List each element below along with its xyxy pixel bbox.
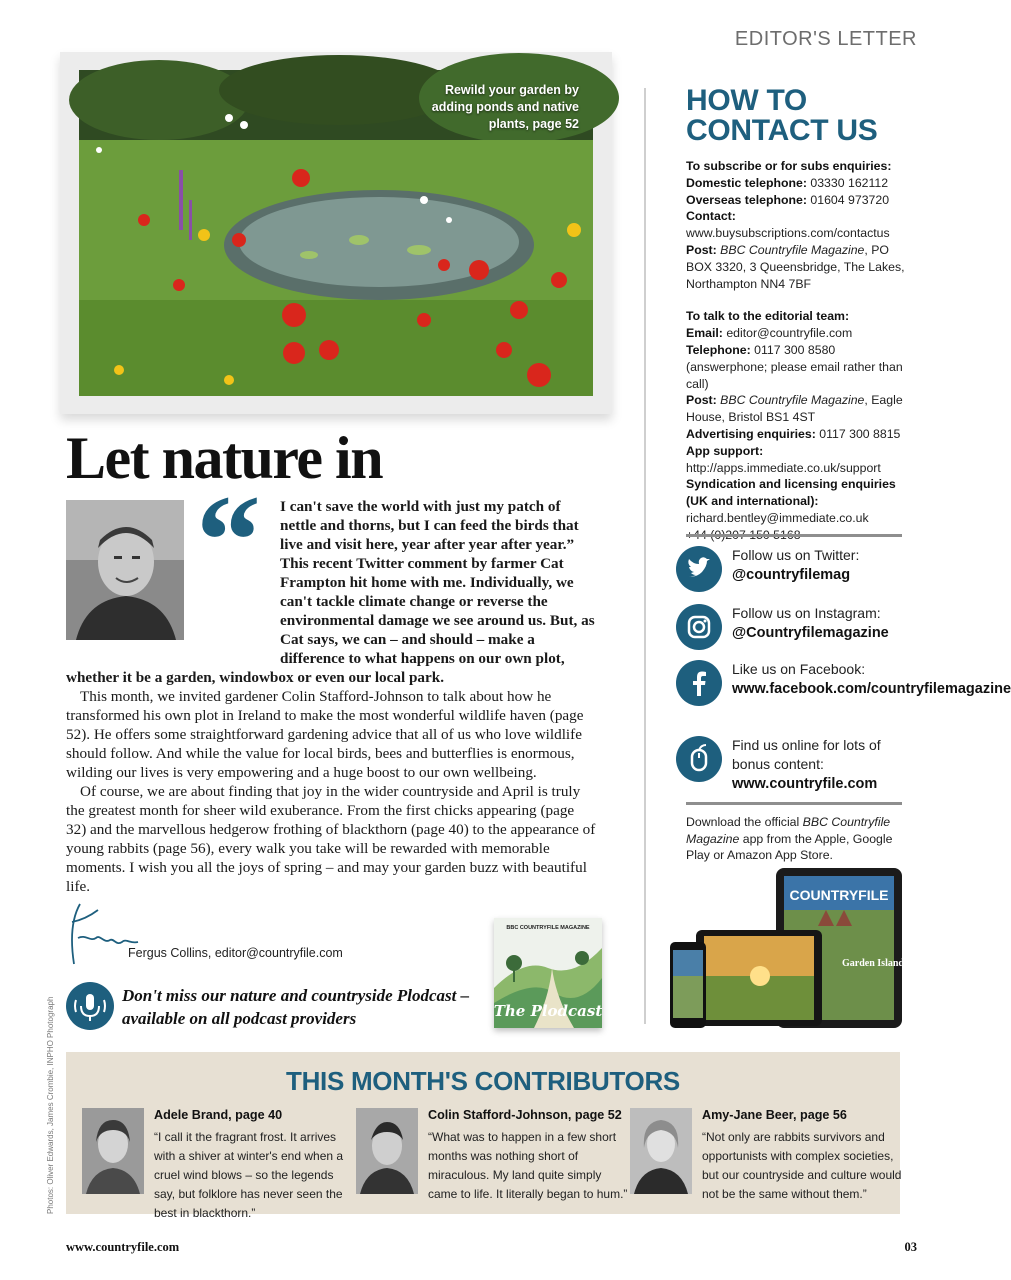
- twitter-icon: [676, 546, 722, 592]
- contributor-photo: [82, 1108, 144, 1194]
- telephone-label: Telephone:: [686, 342, 751, 357]
- letter-paragraph: This month, we invited gardener Colin Stafford-Johnson to talk about how he transformed his own plot in Ireland to make the most wonderful wildlife haven (page 52). He offers some straightforward gardening advice that all of us who love wildlife should follow. And while the value for local birds, bees and butterflies is enormous, wilding our lives is very empowering and a huge boost to our own wellbeing.: [66, 688, 584, 781]
- column-divider: [644, 88, 646, 1024]
- app-label: App support:: [686, 443, 764, 458]
- editorial-heading: To talk to the editorial team:: [686, 309, 850, 324]
- divider: [686, 802, 902, 805]
- contributor-name: Amy-Jane Beer, page 56: [702, 1108, 847, 1122]
- quote-mark: “: [196, 469, 261, 613]
- overseas-phone: 01604 973720: [806, 192, 890, 207]
- social-text: Follow us on Twitter:: [732, 547, 860, 563]
- microphone-icon: [66, 982, 114, 1030]
- contributor-quote: “What was to happen in a few short months was nothing short of miraculous. My land quite simply came to life. It literally began to hum.”: [428, 1130, 628, 1201]
- social-handle[interactable]: www.countryfile.com: [732, 776, 878, 792]
- contact-info: [686, 158, 916, 560]
- section-label: EDITOR'S LETTER: [734, 28, 917, 50]
- photo-caption: Rewild your garden by adding ponds and native plants, page 52: [431, 83, 579, 131]
- mouse-icon: [676, 736, 722, 782]
- social-handle[interactable]: www.facebook.com/countryfilemagazine: [732, 681, 1011, 697]
- social-text: Follow us on Instagram:: [732, 605, 881, 621]
- domestic-phone: 03330 162112: [806, 175, 889, 190]
- post-address: , PO BOX 3320, 3 Queensbridge, The Lakes, Northampton NN4 7BF: [686, 242, 905, 291]
- email-label: Email:: [686, 326, 723, 341]
- headline: Let nature in: [66, 425, 383, 491]
- devices-illustration: [668, 866, 904, 1030]
- contributor-quote: “I call it the fragrant frost. It arrives with a shiver at winter's end when a cruel wind blows – so the legends say, but folklore has never seen the best in blackthorn.”: [154, 1130, 344, 1220]
- overseas-label: Overseas telephone:: [686, 192, 807, 207]
- social-text: Find us online for lots of bonus content:: [732, 737, 881, 772]
- download-app-text: Download the official BBC Countryfile Magazine app from the Apple, Google Play or Amazon App Store.: [686, 815, 893, 862]
- photo-credit: Photos: Oliver Edwards, James Crombie, INPHO Photograph: [46, 996, 55, 1214]
- letter-paragraph: Of course, we are about finding that joy in the wider countryside and April is truly the greatest month for sheer wild exuberance. From the first chicks appearing (page 32) and the marvellous hedgerow frothing of blackthorn (page 40) to the appearance of young rabbits (page 56), every walk you take will be rewarded with memorable moments. I wish you all the joys of spring – and may your garden buzz with beautiful life.: [66, 783, 596, 895]
- cover-title: The Plodcast: [493, 1002, 603, 1020]
- cover-brand: BBC COUNTRYFILE MAGAZINE: [506, 925, 590, 931]
- letter-lead: I can't save the world with just my patch of nettle and thorns, but I can feed the birds that live and visit here, year after year after year.” This recent Twitter comment by farmer Cat Frampton hit home with me. Individually, we can't tackle climate change or reverse the environmental damage we see around us. But, as Cat says, we can – and should – make a difference to what happens on our own plot, whether it be a garden, windowbox or even our local park.: [66, 498, 595, 686]
- post-magazine: BBC Countryfile Magazine: [716, 393, 865, 408]
- podcast-promo: Don't miss our nature and countryside Plodcast – available on all podcast providers: [122, 986, 470, 1028]
- editorial-phone: 0117 300 8580 (answerphone; please email rather than call): [686, 342, 903, 391]
- subs-url[interactable]: www.buysubscriptions.com/contactus: [686, 226, 890, 241]
- contributor-photo: [630, 1108, 692, 1194]
- instagram-icon: [676, 604, 722, 650]
- signature-credit: Fergus Collins, editor@countryfile.com: [128, 946, 343, 960]
- advertising-label: Advertising enquiries:: [686, 426, 816, 441]
- contributor-name: Adele Brand, page 40: [154, 1108, 283, 1122]
- editor-letter: [66, 497, 596, 896]
- page-number: 03: [904, 1240, 917, 1254]
- contributor-photo: [356, 1108, 418, 1194]
- domestic-label: Domestic telephone:: [686, 175, 807, 190]
- contributors-section: [66, 1052, 902, 1220]
- plodcast-cover[interactable]: [494, 918, 602, 1028]
- contributor-quote: “Not only are rabbits survivors and opportunists with complex societies, but our countryside and culture would not be the same without them.”: [702, 1130, 902, 1201]
- tablet-cover-text: Garden Island: [842, 958, 904, 969]
- contributor-name: Colin Stafford-Johnson, page 52: [428, 1108, 622, 1122]
- post-label: Post:: [686, 393, 717, 408]
- footer-url[interactable]: www.countryfile.com: [66, 1240, 180, 1254]
- app-support-url[interactable]: http://apps.immediate.co.uk/support: [686, 460, 881, 475]
- contact-label: Contact:: [686, 209, 736, 224]
- social-handle[interactable]: @countryfilemag: [732, 567, 851, 583]
- divider: [686, 534, 902, 537]
- editorial-email[interactable]: editor@countryfile.com: [722, 326, 853, 341]
- subs-heading: To subscribe or for subs enquiries:: [686, 159, 892, 173]
- tablet-brand: COUNTRYFILE: [789, 887, 889, 903]
- contact-title: HOW TO CONTACT US: [686, 84, 878, 147]
- garden-pond-photo: [79, 70, 593, 396]
- photo-frame: [60, 52, 612, 414]
- post-address: , Eagle House, Bristol BS1 4ST: [686, 393, 903, 425]
- post-label: Post:: [686, 242, 717, 257]
- syndication-label: Syndication and licensing enquiries (UK and international):: [686, 477, 896, 509]
- contributors-title: THIS MONTH'S CONTRIBUTORS: [286, 1066, 680, 1096]
- social-handle[interactable]: @Countryfilemagazine: [732, 625, 889, 641]
- advertising-phone: 0117 300 8815: [815, 426, 901, 441]
- facebook-icon: [676, 660, 722, 706]
- syndication-email[interactable]: richard.bentley@immediate.co.uk: [686, 510, 869, 525]
- post-magazine: BBC Countryfile Magazine: [716, 242, 865, 257]
- social-text: Like us on Facebook:: [732, 661, 866, 677]
